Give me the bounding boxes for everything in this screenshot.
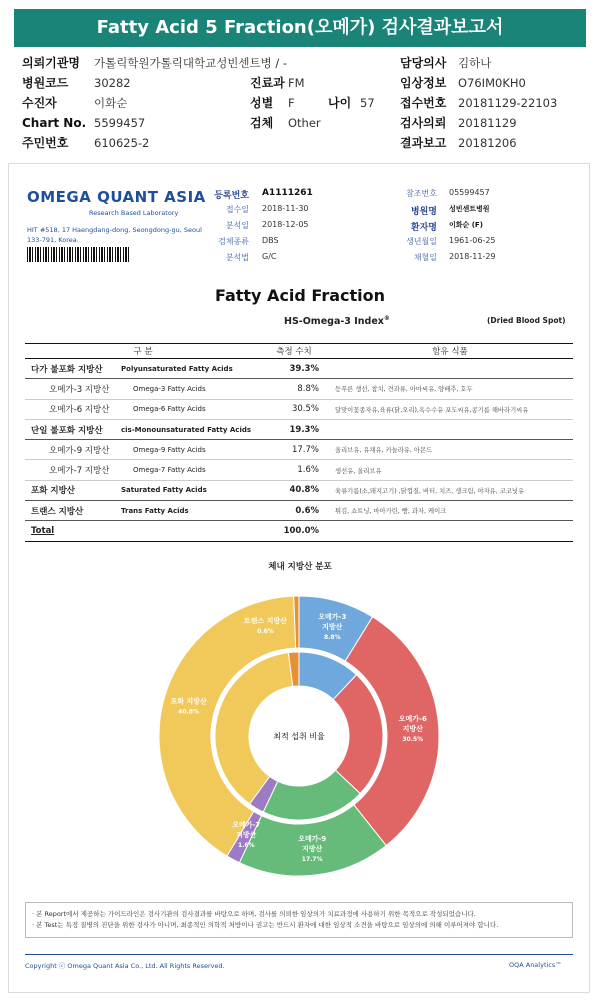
- meta-row: [387, 188, 587, 200]
- info-label: 병원코드: [22, 76, 69, 90]
- info-label: 진료과: [250, 76, 285, 90]
- meta-row: [387, 220, 587, 232]
- cell-value: 0.6%: [261, 501, 327, 521]
- cell-english-name: Trans Fatty Acids: [121, 501, 261, 521]
- fatty-acid-donut-chart: [119, 586, 479, 886]
- lab-address: HIT #518, 17 Haengdang-dong, Seongdong-gu, Seoul 133-791, Korea.: [27, 226, 202, 244]
- index-label-text: HS-Omega-3 Index: [284, 316, 384, 328]
- info-value: 30282: [94, 76, 131, 90]
- cell-english-name: Omega-9 Fatty Acids: [121, 440, 261, 460]
- info-row: [400, 134, 590, 153]
- cell-food: 달맞이꽃종자유,육류(닭,오리),옥수수유 포도씨유,콩기름 해바라기씨유: [327, 399, 573, 419]
- slice-label-value-label: 0.6%: [257, 628, 274, 636]
- meta-key: 생년월일: [406, 237, 437, 246]
- slice-label-label-2: 지방산: [236, 830, 257, 839]
- cell-english-name: Polyunsaturated Fatty Acids: [121, 359, 261, 379]
- info-value: FM: [288, 76, 305, 90]
- slice-label: [399, 714, 427, 743]
- meta-key: 검체종류: [218, 237, 249, 246]
- meta-value: 이화순 (F): [449, 221, 483, 229]
- info-value: 20181206: [458, 136, 517, 150]
- cell-food: 육류기름(소,돼지고기) ,닭껍질, 버터, 치즈, 생크림, 야자유, 코코넛유: [327, 480, 573, 500]
- cell-english-name: Omega-3 Fatty Acids: [121, 379, 261, 399]
- slice-label-label-1: 포화 지방산: [170, 697, 207, 706]
- chart-title: 체내 지방산 분포: [268, 562, 332, 572]
- table-row: [25, 480, 573, 500]
- meta-row: [387, 204, 587, 216]
- info-value: 57: [360, 96, 375, 110]
- table-row: [25, 501, 573, 521]
- meta-row: [387, 252, 587, 264]
- table-row: [25, 460, 573, 480]
- info-label: 검체: [250, 116, 274, 130]
- meta-value: G/C: [262, 252, 277, 261]
- meta-value: A1111261: [262, 188, 313, 198]
- meta-value: 1961-06-25: [449, 236, 496, 245]
- note-line: · 본 Report에서 제공하는 가이드라인은 검사기관의 검사결과를 바탕으로 하며, 검사를 의뢰한 임상의가 치료과정에 사용하기 위한 목적으로 작성되었습니다.: [32, 910, 476, 918]
- slice-label-value-label: 30.5%: [402, 736, 424, 744]
- info-value: 김하나: [458, 56, 492, 70]
- cell-korean-name: 단일 불포화 지방산: [25, 419, 121, 439]
- info-label: 결과보고: [400, 136, 447, 150]
- meta-key: 등록번호: [214, 191, 249, 201]
- meta-row: [199, 220, 399, 232]
- slice-label-label-2: 지방산: [402, 725, 423, 734]
- cell-value: 8.8%: [261, 379, 327, 399]
- cell-value: 19.3%: [261, 419, 327, 439]
- cell-english-name: Saturated Fatty Acids: [121, 480, 261, 500]
- cell-value: 39.3%: [261, 359, 327, 379]
- table-header-row: [25, 344, 573, 359]
- slice-label-label-2: 지방산: [302, 845, 323, 854]
- donut-center-label: 최적 섭취 비율: [273, 732, 325, 741]
- info-row: [22, 74, 222, 93]
- cell-value: 1.6%: [261, 460, 327, 480]
- meta-key: 환자명: [410, 223, 437, 233]
- info-row: [250, 74, 370, 93]
- slice-label-label-1: 트랜스 지방산: [243, 617, 287, 626]
- meta-key: 병원명: [410, 207, 437, 217]
- info-label: 주민번호: [22, 136, 69, 150]
- info-label: 담당의사: [400, 56, 447, 70]
- slice-label-value-label: 17.7%: [301, 856, 323, 864]
- info-label: Chart No.: [22, 116, 87, 130]
- slice-label-label-1: 오메가-6: [398, 715, 427, 724]
- header-value: 측정 수치: [261, 344, 327, 359]
- cell-value: 40.8%: [261, 480, 327, 500]
- info-row: [400, 114, 590, 133]
- meta-key: 접수일: [225, 205, 249, 214]
- info-value: 20181129-22103: [458, 96, 558, 110]
- cell-food: 등푸른 생선, 참치, 견과류, 아마씨유, 양배추, 호두: [327, 379, 573, 399]
- cell-food: 올리브유, 유채유, 카놀라유, 아몬드: [327, 440, 573, 460]
- cell-food: [327, 419, 573, 439]
- slice-label: [298, 834, 326, 863]
- slice-label-label-1: 오메가-3: [318, 612, 347, 621]
- cell-korean-name: 트랜스 지방산: [25, 501, 121, 521]
- info-row: [22, 134, 222, 153]
- info-label: 검사의뢰: [400, 116, 447, 130]
- meta-row: [199, 236, 399, 248]
- slice-label-label-2: 지방산: [322, 622, 343, 631]
- slice-label-label-1: 오메가-9: [298, 835, 327, 844]
- footer-brand: OQA Analytics™: [509, 961, 562, 969]
- cell-value: 100.0%: [261, 521, 327, 541]
- note-line: · 본 Test는 특정 질병의 진단을 위한 검사가 아니며, 최종적인 의학적 처방이나 권고는 반드시 환자에 대한 임상적 소견을 바탕으로 임상의에 의해 이루어져야 합니다.: [32, 921, 499, 929]
- patient-info-section: [0, 52, 599, 162]
- meta-key: 참조번호: [406, 189, 437, 198]
- report-notes: [25, 902, 573, 938]
- table-row: [25, 521, 573, 541]
- meta-row: [199, 204, 399, 216]
- info-label: 나이: [328, 96, 352, 110]
- info-value: Other: [288, 116, 321, 130]
- table-row: [25, 399, 573, 419]
- table-row: [25, 379, 573, 399]
- cell-english-name: Omega-7 Fatty Acids: [121, 460, 261, 480]
- cell-korean-name: 오메가-9 지방산: [25, 440, 121, 460]
- info-value: 20181129: [458, 116, 517, 130]
- info-row: [400, 94, 590, 113]
- report-title-bar: [14, 9, 586, 47]
- report-page: [8, 163, 590, 993]
- info-value: F: [288, 96, 295, 110]
- cell-korean-name: 오메가-3 지방산: [25, 379, 121, 399]
- meta-value: 2018-12-05: [262, 220, 309, 229]
- meta-row: [387, 236, 587, 248]
- meta-value: 05599457: [449, 188, 490, 197]
- sample-type: (Dried Blood Spot): [487, 316, 566, 325]
- header-food: 함유 식품: [327, 344, 573, 359]
- cell-english-name: [121, 521, 261, 541]
- cell-korean-name: Total: [25, 521, 121, 541]
- cell-korean-name: 포화 지방산: [25, 480, 121, 500]
- info-row: [250, 114, 370, 133]
- meta-value: DBS: [262, 236, 279, 245]
- cell-food: 튀김, 쇼트닝, 마아가린, 빵, 과자, 케이크: [327, 501, 573, 521]
- info-value: 5599457: [94, 116, 146, 130]
- table-row: [25, 440, 573, 460]
- slice-label-label-1: 오메가-7: [232, 820, 261, 829]
- info-row-age: [328, 94, 388, 113]
- cell-korean-name: 오메가-6 지방산: [25, 399, 121, 419]
- registered-mark: ®: [383, 315, 390, 322]
- info-row: [400, 74, 590, 93]
- document-title: Fatty Acid Fraction: [214, 286, 386, 305]
- meta-key: 분석일: [225, 221, 249, 230]
- meta-value: 성빈센트병원: [449, 205, 490, 213]
- info-label: 수진자: [22, 96, 57, 110]
- cell-value: 17.7%: [261, 440, 327, 460]
- info-row: [22, 114, 222, 133]
- cell-food: [327, 521, 573, 541]
- slice-label-value-label: 40.8%: [178, 708, 199, 716]
- info-row: [400, 54, 590, 73]
- cell-korean-name: 다가 불포화 지방산: [25, 359, 121, 379]
- slice-label-value-label: 8.8%: [323, 633, 341, 641]
- info-label: 접수번호: [400, 96, 447, 110]
- footer-copyright: Copyright ⓒ Omega Quant Asia Co., Ltd. All Rights Reserved.: [25, 962, 225, 970]
- cell-english-name: Omega-6 Fatty Acids: [121, 399, 261, 419]
- index-label: [284, 315, 390, 327]
- table-row: [25, 359, 573, 379]
- meta-key: 분석법: [225, 253, 249, 262]
- table-body: [25, 359, 573, 542]
- info-label: 성별: [250, 96, 274, 110]
- fatty-acid-table: [25, 343, 573, 542]
- slice-label-value-label: 1.6%: [237, 841, 255, 849]
- omega-quant-logo: OMEGA QUANT ASIA: [27, 188, 206, 206]
- logo-subtitle: Research Based Laboratory: [89, 209, 179, 217]
- footer-divider: [25, 954, 573, 955]
- meta-key: 채혈일: [413, 253, 437, 262]
- info-label: 의뢰기관명: [22, 56, 80, 70]
- info-value: 가톨릭학원가톨릭대학교성빈센트병 / -: [94, 56, 288, 70]
- header-category: 구 분: [25, 344, 261, 359]
- info-value: 610625-2: [94, 136, 150, 150]
- meta-row: [199, 252, 399, 264]
- cell-value: 30.5%: [261, 399, 327, 419]
- info-row: [22, 54, 302, 73]
- info-row: [22, 94, 222, 113]
- table-row: [25, 419, 573, 439]
- meta-value: 2018-11-29: [449, 252, 496, 261]
- cell-food: 생선유, 올리브유: [327, 460, 573, 480]
- cell-korean-name: 오메가-7 지방산: [25, 460, 121, 480]
- info-value: O76IM0KH0: [458, 76, 526, 90]
- barcode-icon: [27, 247, 129, 262]
- report-title: Fatty Acid 5 Fraction(오메가) 검사결과보고서: [96, 17, 504, 38]
- info-label: 임상정보: [400, 76, 447, 90]
- cell-food: [327, 359, 573, 379]
- cell-english-name: cis-Monounsaturated Fatty Acids: [121, 419, 261, 439]
- info-value: 이화순: [94, 96, 128, 110]
- meta-value: 2018-11-30: [262, 204, 309, 213]
- meta-row: [199, 188, 399, 200]
